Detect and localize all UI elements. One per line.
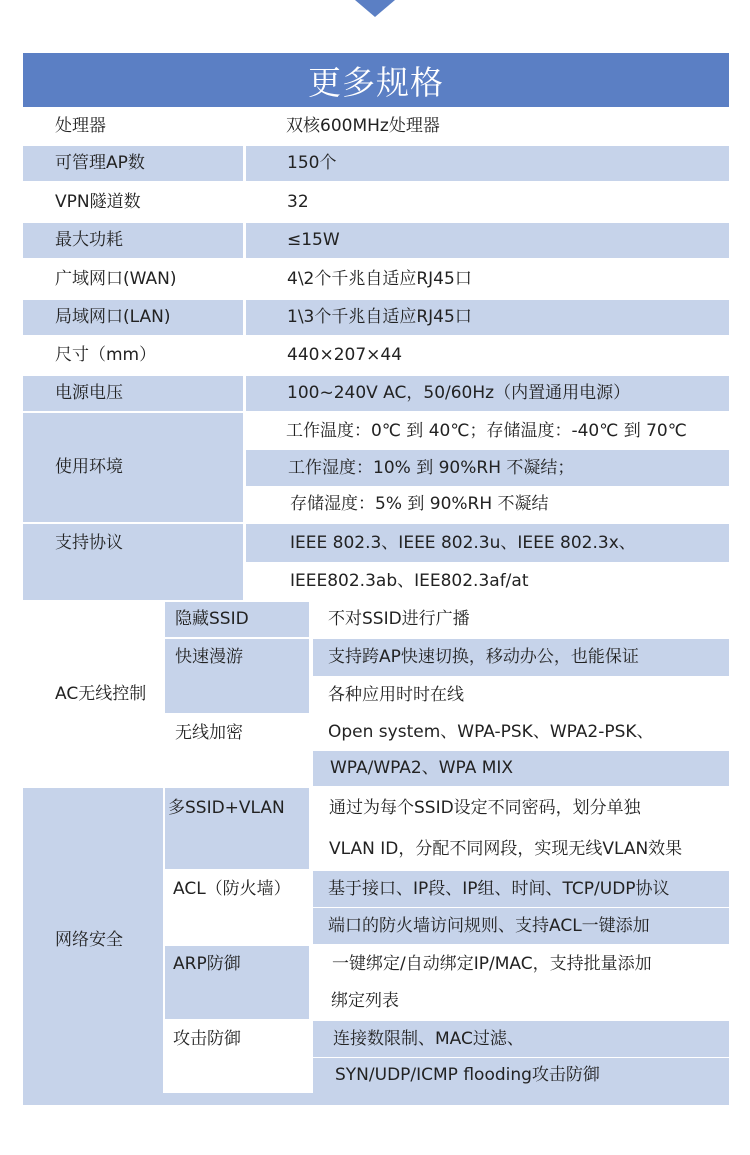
ac-item-name: 隐藏SSID xyxy=(165,602,309,637)
section-label-network-security: 网络安全 xyxy=(23,788,163,1093)
row-label-wan-ports: 广域网口(WAN) xyxy=(23,260,243,298)
sec-item-desc: 通过为每个SSID设定不同密码，划分单独 xyxy=(313,788,729,828)
row-value-max-power: ≤15W xyxy=(246,223,729,258)
sec-item-desc: 连接数限制、MAC过滤、 xyxy=(313,1021,729,1057)
row-value-manageable-ap: 150个 xyxy=(246,146,729,181)
env-line: 工作温度：0℃ 到 40℃；存储温度：-40℃ 到 70℃ xyxy=(246,413,729,449)
section-label-ac-control: AC无线控制 xyxy=(23,602,163,786)
ac-item-desc: Open system、WPA-PSK、WPA2-PSK、 xyxy=(313,715,729,750)
sec-item-desc: 基于接口、IP段、IP组、时间、TCP/UDP协议 xyxy=(313,871,729,907)
env-line: 存储湿度：5% 到 90%RH 不凝结 xyxy=(246,487,729,522)
row-value-lan-ports: 1\3个千兆自适应RJ45口 xyxy=(246,300,729,335)
table-bottom-band xyxy=(23,1093,729,1105)
sec-item-desc: SYN/UDP/ICMP flooding攻击防御 xyxy=(313,1058,729,1093)
ac-item-desc: WPA/WPA2、WPA MIX xyxy=(313,751,729,786)
row-label-power-supply: 电源电压 xyxy=(23,376,243,411)
protocol-line: IEEE 802.3、IEEE 802.3u、IEEE 802.3x、 xyxy=(246,524,729,562)
sec-item-name: ACL（防火墙） xyxy=(165,871,309,944)
ac-item-desc: 支持跨AP快速切换，移动办公，也能保证 xyxy=(313,639,729,676)
sec-item-name: ARP防御 xyxy=(165,946,309,1019)
row-label-max-power: 最大功耗 xyxy=(23,223,243,258)
spec-table xyxy=(23,53,729,1105)
row-label-protocols: 支持协议 xyxy=(23,524,243,600)
row-value-vpn-tunnels: 32 xyxy=(246,183,729,221)
chevron-down-icon xyxy=(355,0,395,17)
row-label-manageable-ap: 可管理AP数 xyxy=(23,146,243,181)
sec-item-name: 攻击防御 xyxy=(165,1021,309,1093)
row-label-dimensions: 尺寸（mm） xyxy=(23,337,243,374)
ac-item-desc: 不对SSID进行广播 xyxy=(313,602,729,637)
protocol-line: IEEE802.3ab、IEE802.3af/at xyxy=(246,563,729,600)
row-label-environment: 使用环境 xyxy=(23,413,243,522)
row-label-processor: 处理器 xyxy=(23,109,243,144)
row-value-dimensions: 440×207×44 xyxy=(246,337,729,374)
sec-item-desc: 绑定列表 xyxy=(313,983,729,1019)
row-value-processor: 双核600MHz处理器 xyxy=(246,109,729,144)
sec-item-desc: 一键绑定/自动绑定IP/MAC，支持批量添加 xyxy=(313,946,729,982)
table-title: 更多规格 xyxy=(23,53,729,107)
sec-item-desc: VLAN ID，分配不同网段，实现无线VLAN效果 xyxy=(313,829,729,869)
sec-item-desc: 端口的防火墙访问规则、支持ACL一键添加 xyxy=(313,908,729,944)
env-line: 工作湿度：10% 到 90%RH 不凝结； xyxy=(246,450,729,486)
row-label-vpn-tunnels: VPN隧道数 xyxy=(23,183,243,221)
row-value-wan-ports: 4\2个千兆自适应RJ45口 xyxy=(246,260,729,298)
ac-item-desc: 各种应用时时在线 xyxy=(313,677,729,713)
row-label-lan-ports: 局域网口(LAN) xyxy=(23,300,243,335)
row-value-power-supply: 100~240V AC，50/60Hz（内置通用电源） xyxy=(246,376,729,411)
ac-item-name: 快速漫游 xyxy=(165,639,309,713)
sec-item-name: 多SSID+VLAN xyxy=(165,788,309,869)
ac-item-name: 无线加密 xyxy=(165,715,309,786)
